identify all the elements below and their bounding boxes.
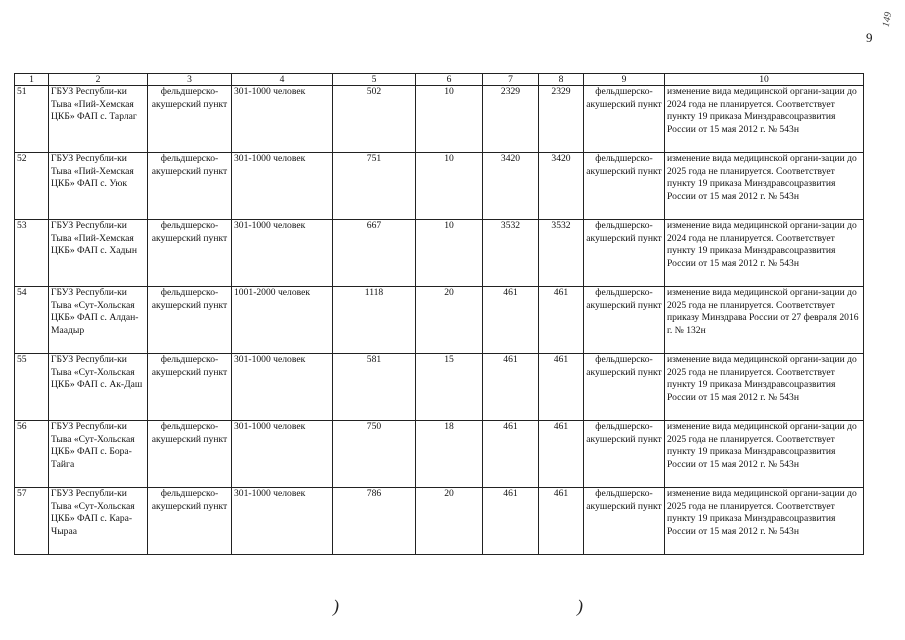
table-row <box>15 421 864 488</box>
population-range: 301-1000 человек <box>232 488 333 555</box>
planned-facility-type: фельдшерско-акушерский пункт <box>584 488 665 555</box>
organization-name: ГБУЗ Республи-ки Тыва «Сут-Хольская ЦКБ» ФАП с. Ак-Даш <box>49 354 148 421</box>
value-col-7: 461 <box>483 287 539 354</box>
col-header-2: 2 <box>49 74 148 86</box>
handwritten-page-mark: 149 <box>880 11 895 28</box>
population: 667 <box>333 220 416 287</box>
col-header-10: 10 <box>665 74 864 86</box>
value-col-7: 461 <box>483 488 539 555</box>
page-number: 9 <box>866 30 873 45</box>
table-row <box>15 488 864 555</box>
population: 502 <box>333 86 416 153</box>
population-range: 1001-2000 человек <box>232 287 333 354</box>
planned-facility-type: фельдшерско-акушерский пункт <box>584 86 665 153</box>
remark: изменение вида медицинской органи-зации до 2025 года не планируется. Соответствует приказу Минздрава России от 27 февраля 2016 г. № 132н <box>665 287 864 354</box>
value-col-8: 3420 <box>539 153 584 220</box>
col-header-6: 6 <box>416 74 483 86</box>
table-row <box>15 86 864 153</box>
population-range: 301-1000 человек <box>232 153 333 220</box>
distance: 18 <box>416 421 483 488</box>
value-col-8: 2329 <box>539 86 584 153</box>
distance: 15 <box>416 354 483 421</box>
planned-facility-type: фельдшерско-акушерский пункт <box>584 287 665 354</box>
organization-name: ГБУЗ Республи-ки Тыва «Сут-Хольская ЦКБ» ФАП с. Бора-Тайга <box>49 421 148 488</box>
organization-name: ГБУЗ Республи-ки Тыва «Пий-Хемская ЦКБ» ФАП с. Тарлаг <box>49 86 148 153</box>
population: 751 <box>333 153 416 220</box>
table-row <box>15 153 864 220</box>
row-number: 53 <box>15 220 49 287</box>
facility-type: фельдшерско-акушерский пункт <box>148 421 232 488</box>
remark: изменение вида медицинской органи-зации до 2025 года не планируется. Соответствует пункту 19 приказа Минздравсоцразвития России от 15 мая 2012 г. № 543н <box>665 354 864 421</box>
facility-type: фельдшерско-акушерский пункт <box>148 153 232 220</box>
distance: 10 <box>416 86 483 153</box>
value-col-8: 461 <box>539 488 584 555</box>
population: 786 <box>333 488 416 555</box>
planned-facility-type: фельдшерско-акушерский пункт <box>584 354 665 421</box>
scan-mark-right: ) <box>577 596 583 616</box>
value-col-8: 461 <box>539 287 584 354</box>
distance: 20 <box>416 287 483 354</box>
row-number: 56 <box>15 421 49 488</box>
row-number: 57 <box>15 488 49 555</box>
table-row <box>15 220 864 287</box>
facilities-table <box>14 73 864 555</box>
population: 1118 <box>333 287 416 354</box>
value-col-8: 461 <box>539 354 584 421</box>
facility-type: фельдшерско-акушерский пункт <box>148 354 232 421</box>
value-col-7: 461 <box>483 421 539 488</box>
population-range: 301-1000 человек <box>232 421 333 488</box>
value-col-7: 461 <box>483 354 539 421</box>
planned-facility-type: фельдшерско-акушерский пункт <box>584 421 665 488</box>
row-number: 52 <box>15 153 49 220</box>
row-number: 51 <box>15 86 49 153</box>
col-header-5: 5 <box>333 74 416 86</box>
value-col-8: 461 <box>539 421 584 488</box>
col-header-1: 1 <box>15 74 49 86</box>
population-range: 301-1000 человек <box>232 354 333 421</box>
col-header-9: 9 <box>584 74 665 86</box>
population-range: 301-1000 человек <box>232 220 333 287</box>
value-col-7: 3420 <box>483 153 539 220</box>
remark: изменение вида медицинской органи-зации до 2025 года не планируется. Соответствует пункту 19 приказа Минздравсоцразвития России от 15 мая 2012 г. № 543н <box>665 488 864 555</box>
col-header-3: 3 <box>148 74 232 86</box>
row-number: 54 <box>15 287 49 354</box>
remark: изменение вида медицинской органи-зации до 2025 года не планируется. Соответствует пункту 19 приказа Минздравсоцразвития России от 15 мая 2012 г. № 543н <box>665 153 864 220</box>
population: 750 <box>333 421 416 488</box>
planned-facility-type: фельдшерско-акушерский пункт <box>584 220 665 287</box>
remark: изменение вида медицинской органи-зации до 2024 года не планируется. Соответствует пункту 19 приказа Минздравсоцразвития России от 15 мая 2012 г. № 543н <box>665 220 864 287</box>
population: 581 <box>333 354 416 421</box>
row-number: 55 <box>15 354 49 421</box>
value-col-7: 3532 <box>483 220 539 287</box>
distance: 20 <box>416 488 483 555</box>
remark: изменение вида медицинской органи-зации до 2024 года не планируется. Соответствует пункту 19 приказа Минздравсоцразвития России от 15 мая 2012 г. № 543н <box>665 86 864 153</box>
remark: изменение вида медицинской органи-зации до 2025 года не планируется. Соответствует пункту 19 приказа Минздравсоцразвития России от 15 мая 2012 г. № 543н <box>665 421 864 488</box>
col-header-7: 7 <box>483 74 539 86</box>
value-col-8: 3532 <box>539 220 584 287</box>
value-col-7: 2329 <box>483 86 539 153</box>
scan-mark-left: ) <box>333 596 339 616</box>
organization-name: ГБУЗ Республи-ки Тыва «Пий-Хемская ЦКБ» ФАП с. Хадын <box>49 220 148 287</box>
header-row <box>15 74 864 86</box>
facility-type: фельдшерско-акушерский пункт <box>148 488 232 555</box>
col-header-4: 4 <box>232 74 333 86</box>
distance: 10 <box>416 153 483 220</box>
facility-type: фельдшерско-акушерский пункт <box>148 287 232 354</box>
organization-name: ГБУЗ Республи-ки Тыва «Пий-Хемская ЦКБ» ФАП с. Уюк <box>49 153 148 220</box>
table-row <box>15 354 864 421</box>
facility-type: фельдшерско-акушерский пункт <box>148 220 232 287</box>
table-row <box>15 287 864 354</box>
population-range: 301-1000 человек <box>232 86 333 153</box>
facility-type: фельдшерско-акушерский пункт <box>148 86 232 153</box>
col-header-8: 8 <box>539 74 584 86</box>
organization-name: ГБУЗ Республи-ки Тыва «Сут-Хольская ЦКБ» ФАП с. Алдан-Маадыр <box>49 287 148 354</box>
distance: 10 <box>416 220 483 287</box>
planned-facility-type: фельдшерско-акушерский пункт <box>584 153 665 220</box>
organization-name: ГБУЗ Республи-ки Тыва «Сут-Хольская ЦКБ» ФАП с. Кара-Чыраа <box>49 488 148 555</box>
